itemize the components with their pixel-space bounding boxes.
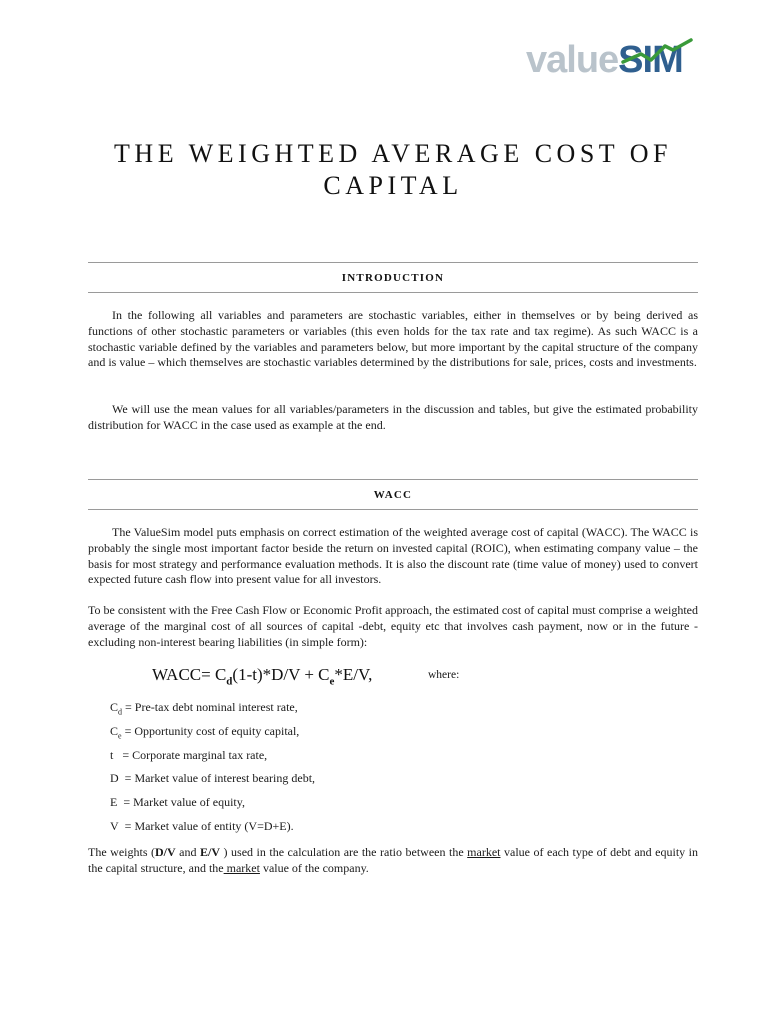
definition-row: $C_d = Pre-tax$ debt nominal interest rate,	[110, 700, 298, 717]
valuesim-logo	[526, 38, 704, 88]
formula-where-label: where:	[428, 669, 460, 681]
divider	[88, 509, 698, 510]
logo-value-text: value	[526, 39, 619, 81]
page-title: THE WEIGHTED AVERAGE COST OF CAPITAL	[114, 139, 672, 200]
logo-sim-text: SIM	[618, 39, 683, 81]
definition-row: V = Market value of entity (V=D+E).	[110, 818, 294, 833]
divider	[88, 262, 698, 263]
wacc-paragraph-2: To be consistent with the Free Cash Flow or Economic Profit approach, the estimated cost of capital must comprise a weighted average of the marginal cost of all sources of capital -debt, equity etc that involves cash payment, now or in the future - excluding non-interest bearing liabilities (in simple form):	[88, 603, 698, 649]
logo-swoosh-icon	[621, 38, 701, 68]
intro-paragraph-2: We will use the mean values for all variables/parameters in the discussion and tables, but give the estimated probability distribution for WACC in the case used as example at the end.	[88, 402, 698, 432]
divider	[88, 292, 698, 293]
section-heading-introduction: INTRODUCTION	[341, 272, 445, 284]
wacc-paragraph-1: The ValueSim model puts emphasis on correct estimation of the weighted average cost of capital (WACC). The WACC is probably the single most important factor beside the return on invested capital (ROIC), when estimating company value – the basis for most strategy and performance evaluation methods. It is also the discount rate (time value of money) used to convert expected future cash flow into present value for all investors.	[88, 525, 698, 587]
intro-paragraph-1: In the following all variables and parameters are stochastic variables, either in themselves or by being derived as functions of other stochastic parameters or variables (this even holds for the tax rate and tax regime). As such WACC is a stochastic variable defined by the variables and parameters below, but more important by the capital structure of the company and is value – which themselves are stochastic variables determined by the distributions for sale, prices, costs and investments.	[88, 308, 698, 370]
divider	[88, 479, 698, 480]
definition-row: E = Market value of equity,	[110, 795, 245, 810]
wacc-formula: WACC= $C_d(1-t)*D/V + C_e*E/V$,	[152, 665, 373, 688]
section-heading-wacc: WACC	[373, 489, 413, 501]
definition-row: $C_e$ = Opportunity cost of equity capital,	[110, 723, 300, 741]
variable-definitions	[110, 699, 610, 842]
definition-row: t = Corporate marginal tax rate,	[110, 747, 268, 762]
wacc-paragraph-3: The weights (D/V and E/V ) used in the calculation are the ratio between the market value of each type of debt and equity in the capital structure, and the market value of the company.	[88, 845, 698, 875]
definition-row: D = Market value of interest bearing debt,	[110, 771, 316, 786]
